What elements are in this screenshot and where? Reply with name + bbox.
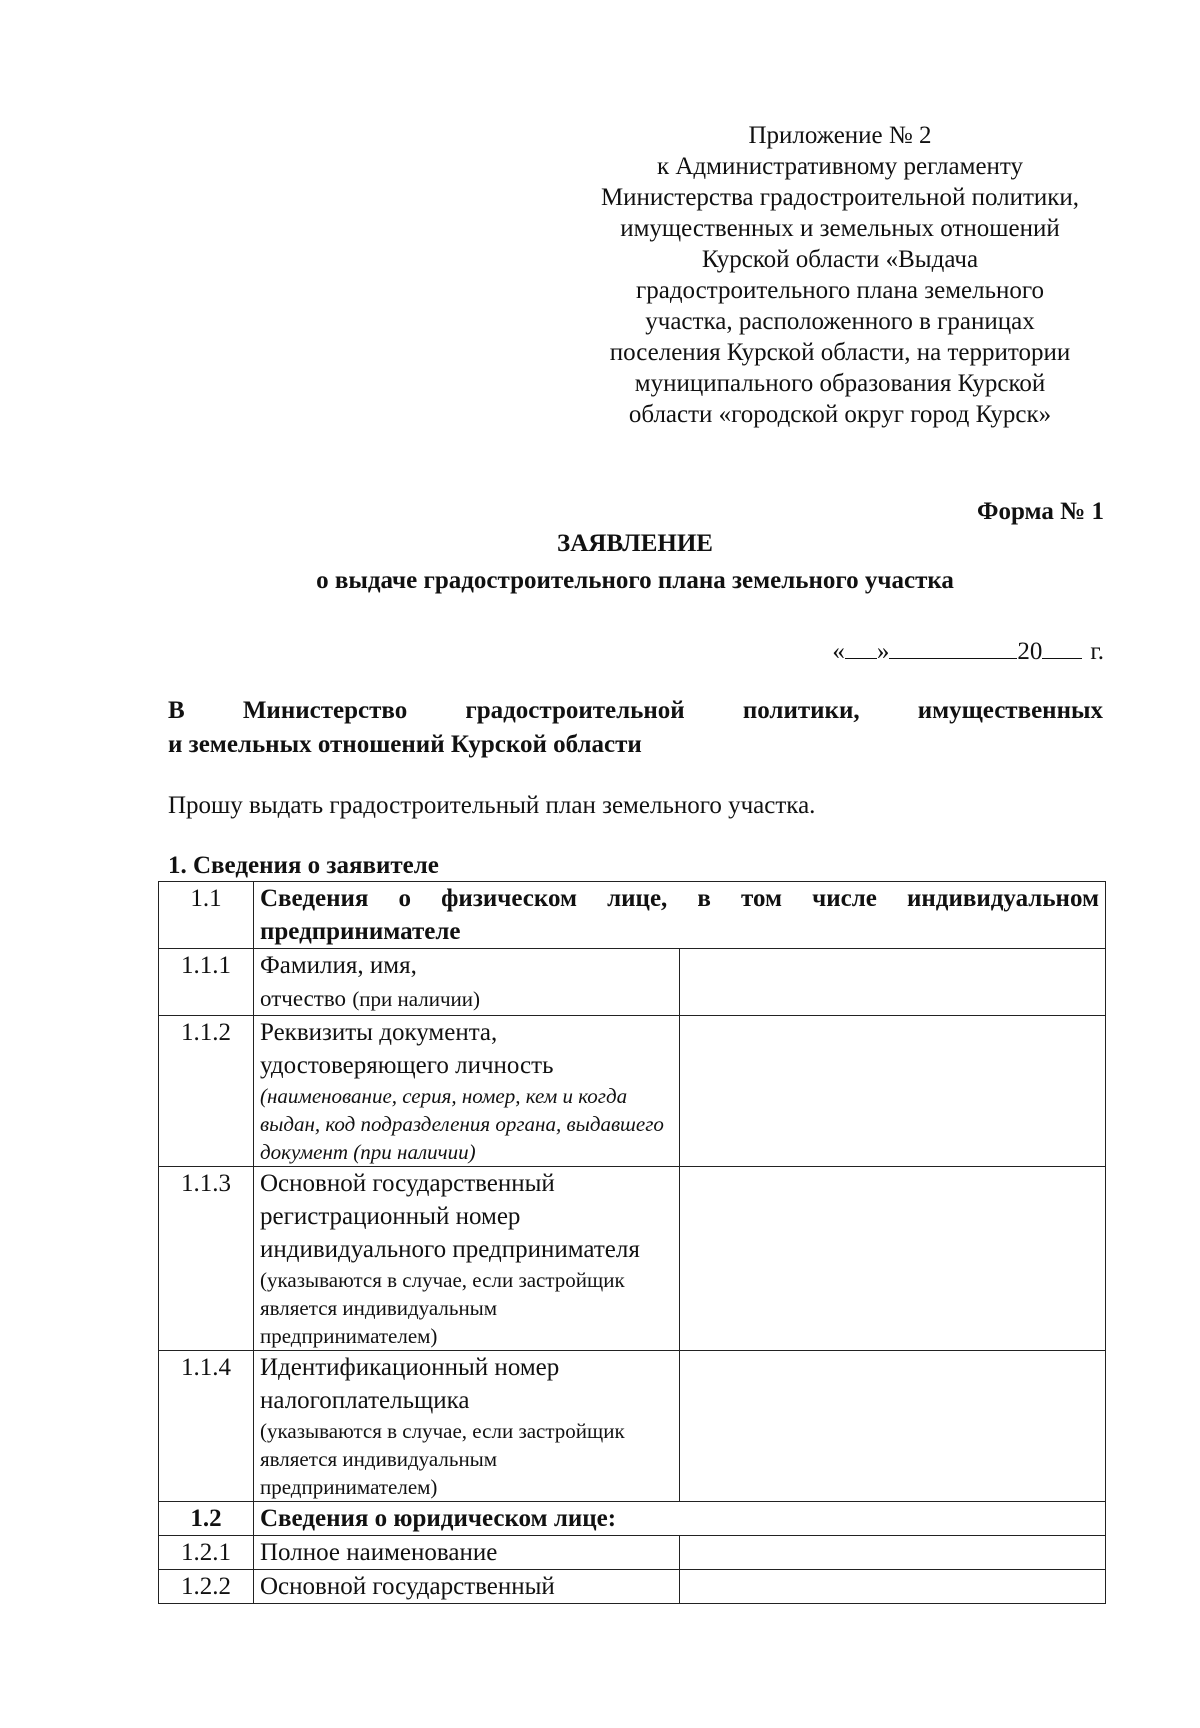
addressee-line-2: и земельных отношений Курской области	[168, 731, 642, 758]
row-label-text: Реквизиты документа, удостоверяющего личность	[260, 1019, 554, 1079]
annex-line: имущественных и земельных отношений	[620, 215, 1060, 242]
applicant-table	[158, 881, 1106, 1604]
annex-line: муниципального образования Курской	[634, 370, 1046, 397]
year-blank[interactable]	[1042, 632, 1082, 659]
year-suffix: г.	[1090, 638, 1104, 665]
date-line	[832, 632, 1104, 666]
row-number: 1.1.1	[159, 949, 254, 1016]
row-label: Сведения о юридическом лице:	[254, 1502, 1106, 1536]
row-label	[254, 1167, 680, 1351]
row-label-text: Идентификационный номер налогоплательщика	[260, 1354, 560, 1414]
day-blank[interactable]	[845, 632, 877, 659]
row-label-line	[260, 982, 673, 1015]
value-cell[interactable]	[680, 1016, 1106, 1167]
document-title: ЗАЯВЛЕНИЕ	[557, 530, 713, 557]
value-cell[interactable]	[680, 1536, 1106, 1570]
row-label-part: отчество	[260, 986, 347, 1011]
addressee-line-1: В Министерство градостроительной политики, имущественных	[168, 697, 1103, 724]
annex-line: градостроительного плана земельного	[635, 277, 1044, 304]
form-number: Форма № 1	[977, 498, 1104, 525]
row-number: 1.1	[159, 882, 254, 949]
table-row	[159, 1502, 1106, 1536]
row-number: 1.1.4	[159, 1351, 254, 1502]
document-subtitle: о выдаче градостроительного плана земельного участка	[316, 567, 954, 594]
row-number: 1.2.2	[159, 1570, 254, 1604]
table-row	[159, 949, 1106, 1016]
month-blank[interactable]	[889, 632, 1017, 659]
date-open-quote: «	[832, 638, 845, 665]
annex-reference	[560, 120, 1120, 430]
table-row	[159, 1536, 1106, 1570]
annex-line: к Административному регламенту	[656, 153, 1024, 180]
table-row	[159, 1167, 1106, 1351]
row-label-line: Фамилия, имя,	[260, 952, 417, 979]
section-heading: 1. Сведения о заявителе	[168, 852, 439, 879]
request-text: Прошу выдать градостроительный план земельного участка.	[168, 792, 816, 819]
row-note: (указываются в случае, если застройщик является индивидуальным предпринимателем)	[260, 1268, 625, 1348]
row-number: 1.1.2	[159, 1016, 254, 1167]
row-number: 1.2	[159, 1502, 254, 1536]
table-row	[159, 1016, 1106, 1167]
row-label	[254, 949, 680, 1016]
row-label: Полное наименование	[254, 1536, 680, 1570]
row-label	[254, 1016, 680, 1167]
value-cell[interactable]	[680, 949, 1106, 1016]
annex-line: области «городской округ город Курск»	[628, 401, 1052, 428]
annex-line: поселения Курской области, на территории	[609, 339, 1071, 366]
addressee	[168, 694, 1103, 762]
row-note: (наименование, серия, номер, кем и когда выдан, код подразделения органа, выдавшего документ (при наличии)	[260, 1084, 664, 1164]
annex-line: Министерства градостроительной политики,	[600, 184, 1080, 211]
date-close-quote: »	[876, 638, 890, 665]
table-row	[159, 1351, 1106, 1502]
annex-line: Приложение № 2	[748, 122, 932, 149]
table-row	[159, 882, 1106, 949]
table-row	[159, 1570, 1106, 1604]
row-note: (указываются в случае, если застройщик является индивидуальным предпринимателем)	[260, 1419, 625, 1499]
row-note: (при наличии)	[352, 987, 481, 1011]
annex-line: Курской области «Выдача	[701, 246, 979, 273]
value-cell[interactable]	[680, 1570, 1106, 1604]
row-label: Основной государственный	[254, 1570, 680, 1604]
value-cell[interactable]	[680, 1351, 1106, 1502]
row-number: 1.2.1	[159, 1536, 254, 1570]
value-cell[interactable]	[680, 1167, 1106, 1351]
annex-line: участка, расположенного в границах	[645, 308, 1035, 335]
row-label: Сведения о физическом лице, в том числе индивидуальном предпринимателе	[254, 882, 1106, 949]
row-label	[254, 1351, 680, 1502]
row-number: 1.1.3	[159, 1167, 254, 1351]
row-label-text: Основной государственный регистрационный номер индивидуального предпринимателя	[260, 1170, 640, 1263]
year-prefix: 20	[1017, 638, 1043, 665]
